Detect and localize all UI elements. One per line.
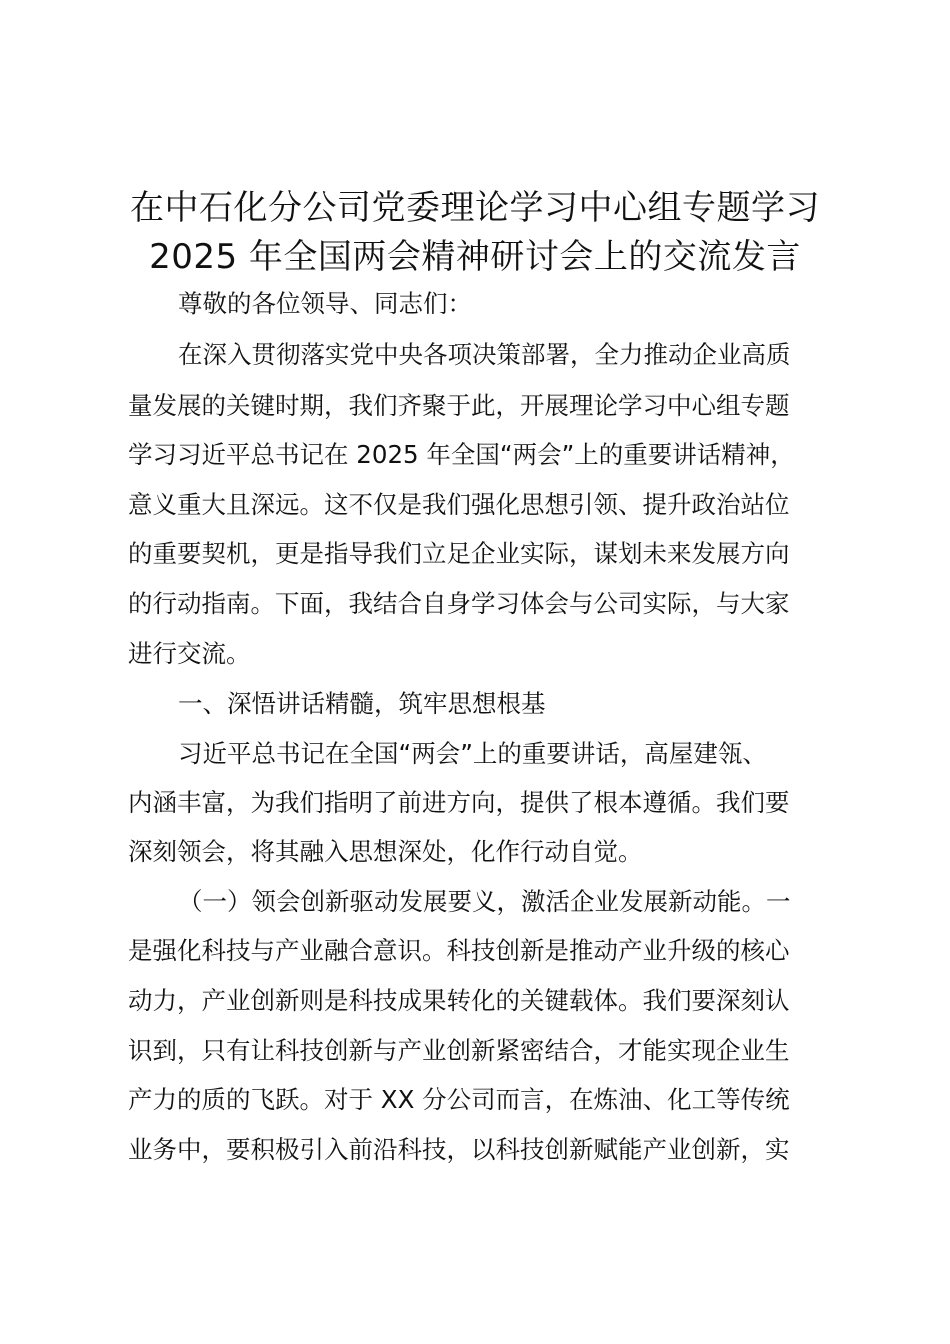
paragraph-line: 进行交流。 <box>128 639 251 668</box>
paragraph-line: 习近平总书记在全国“两会”上的重要讲话，高屋建瓴、 <box>178 739 767 768</box>
paragraph-line: （一）领会创新驱动发展要义，激活企业发展新动能。一 <box>178 887 791 916</box>
document-title-line-2: 2025 年全国两会精神研讨会上的交流发言 <box>149 237 801 277</box>
paragraph-line: 内涵丰富，为我们指明了前进方向，提供了根本遵循。我们要 <box>128 788 790 817</box>
document-title-line-1: 在中石化分公司党委理论学习中心组专题学习 <box>130 188 820 228</box>
paragraph-line: 是强化科技与产业融合意识。科技创新是推动产业升级的核心 <box>128 936 790 965</box>
paragraph-line: 的行动指南。下面，我结合自身学习体会与公司实际，与大家 <box>128 589 790 618</box>
paragraph-line: 的重要契机，更是指导我们立足企业实际，谋划未来发展方向 <box>128 539 790 568</box>
paragraph-line: 动力，产业创新则是科技成果转化的关键载体。我们要深刻认 <box>128 986 790 1015</box>
paragraph-line: 深刻领会，将其融入思想深处，化作行动自觉。 <box>128 837 643 866</box>
paragraph-line: 学习习近平总书记在 2025 年全国“两会”上的重要讲话精神， <box>128 440 795 469</box>
paragraph-line: 识到，只有让科技创新与产业创新紧密结合，才能实现企业生 <box>128 1036 790 1065</box>
section-heading: 一、深悟讲话精髓，筑牢思想根基 <box>178 689 546 718</box>
paragraph-line: 意义重大且深远。这不仅是我们强化思想引领、提升政治站位 <box>128 490 790 519</box>
paragraph-line: 在深入贯彻落实党中央各项决策部署，全力推动企业高质 <box>178 340 791 369</box>
salutation: 尊敬的各位领导、同志们： <box>178 289 472 318</box>
paragraph-line: 产力的质的飞跃。对于 XX 分公司而言，在炼油、化工等传统 <box>128 1085 790 1114</box>
paragraph-line: 量发展的关键时期，我们齐聚于此，开展理论学习中心组专题 <box>128 391 790 420</box>
paragraph-line: 业务中，要积极引入前沿科技，以科技创新赋能产业创新，实 <box>128 1135 790 1164</box>
